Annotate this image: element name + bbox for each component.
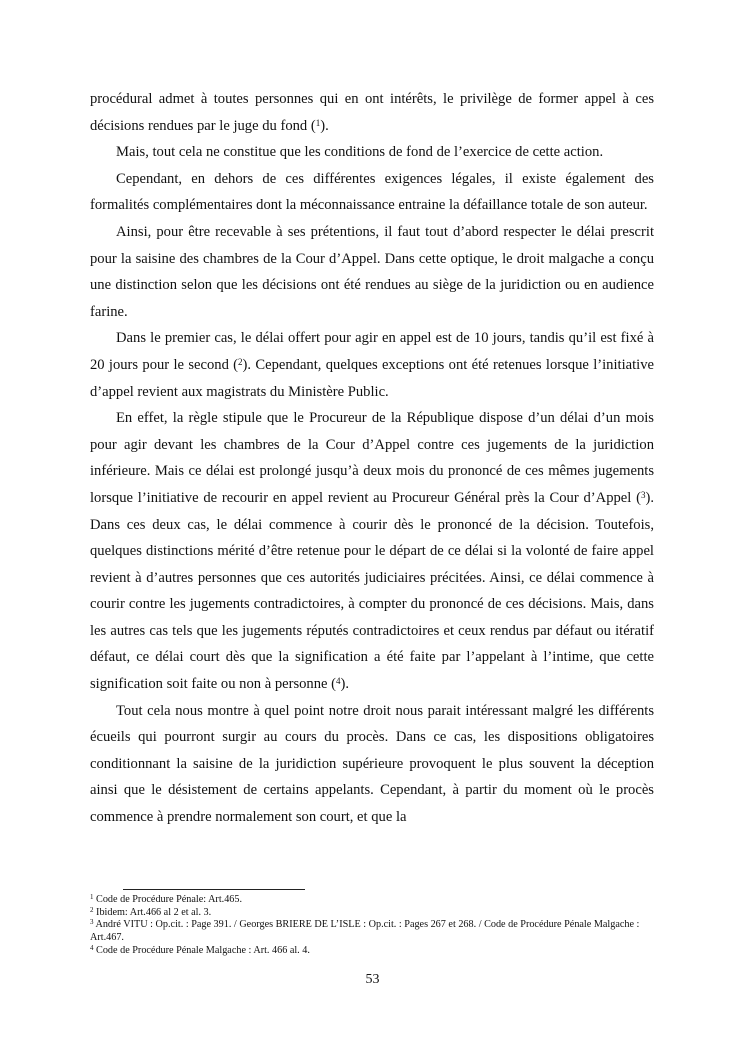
paragraph-4: [90, 219, 654, 325]
paragraph-6-text: En effet, la règle stipule que le Procureur de la République dispose d’un délai d’un mois pour agir devant les chambres de la Cour d’Appel contre ces jugements de la juridiction inférieure. Mais ce délai est prolongé jusqu’à deux mois du prononcé de ces mêmes jugements lorsque l’initiative de recourir en appel revient au Procureur Général près la Cour d’Appel (: [90, 410, 654, 506]
body-text: [90, 86, 654, 831]
footnote-number: 2: [90, 905, 94, 914]
paragraph-7-text: Tout cela nous montre à quel point notre droit nous parait intéressant malgré les différents écueils qui pourront surgir au cours du procès. Dans ce cas, les dispositions obligatoires conditionnant la saisine de la juridiction supérieure provoquent le plus souvent la déception ainsi que le désistement de certains appelants. Cependant, à partir du moment où le procès commence à prendre normalement son court, et que la: [90, 702, 654, 826]
paragraph-6: [90, 405, 654, 698]
paragraph-1: [90, 86, 654, 139]
paragraph-4-text: Ainsi, pour être recevable à ses prétentions, il faut tout d’abord respecter le délai prescrit pour la saisine des chambres de la Cour d’Appel. Dans cette optique, le droit malgache a conçu une distinction selon que les décisions ont été rendues au siège de la juridiction ou en audience farine.: [90, 223, 654, 320]
paragraph-5-text: Dans le premier cas, le délai offert pour agir en appel est de 10 jours, tandis qu’il est fixé à 20 jours pour le second (: [90, 330, 654, 373]
footnote-1: [90, 894, 654, 907]
footnote-text: Ibidem: Art.466 al 2 et al. 3.: [96, 906, 212, 918]
footnote-ref-1: 1: [315, 117, 321, 128]
footnote-ref-2: 2: [238, 356, 243, 367]
paragraph-1-text: procédural admet à toutes personnes qui en ont intérêts, le privilège de former appel à ces décisions rendues par le juge du fond (: [90, 91, 654, 134]
footnote-text: Code de Procédure Pénale Malgache : Art. 466 al. 4.: [96, 944, 310, 956]
paragraph-3: [90, 166, 654, 219]
page-number: 53: [365, 972, 380, 987]
paragraph-3-text: Cependant, en dehors de ces différentes exigences légales, il existe également des formalités complémentaires dont la méconnaissance entraine la défaillance totale de son auteur.: [90, 170, 654, 214]
footnote-number: 3: [90, 918, 94, 927]
paragraph-5: [90, 325, 654, 405]
paragraph-1-text-end: ).: [320, 117, 329, 134]
footnote-2: [90, 907, 654, 920]
footnote-4: [90, 945, 654, 958]
footnote-text: Code de Procédure Pénale: Art.465.: [96, 894, 243, 905]
paragraph-6-text-end: ).: [340, 676, 350, 693]
footnote-ref-3: 3: [640, 489, 646, 500]
footnotes: [90, 894, 654, 958]
footnote-ref-4: 4: [336, 676, 341, 687]
footnote-number: 1: [90, 893, 94, 901]
footnote-3: [90, 919, 654, 944]
paragraph-2: [90, 139, 654, 166]
footnote-number: 4: [90, 943, 94, 952]
paragraph-2-text: Mais, tout cela ne constitue que les conditions de fond de l’exercice de cette action.: [116, 144, 604, 161]
footnote-text: André VITU : Op.cit. : Page 391. / Georges BRIERE DE L’ISLE : Op.cit. : Pages 267 et 268. / Code de Procédure Pénale Malgache : Art.467.: [90, 919, 640, 944]
paragraph-6-text-middle: ). Dans ces deux cas, le délai commence à courir dès le prononcé de la décision. Toutefois, quelques distinctions mérité d’être retenue pour le départ de ce délai si la volonté de faire appel revient à d’autres personnes que ces autorités judiciaires précitées. Ainsi, ce délai commence à courir contre les jugements contradictoires, à compter du prononcé de ces décisions. Mais, dans les autres cas tels que les jugements réputés contradictoires et ceux rendus par défaut ou itératif défaut, ce délai court dès que la signification a été faite par l’appelant à l’intime, que cette signification soit faite ou non à personne (: [90, 489, 654, 693]
footnote-separator: [123, 889, 305, 890]
paragraph-7: [90, 698, 654, 831]
paragraph-5-text-end: ). Cependant, quelques exceptions ont été retenues lorsque l’initiative d’appel revient aux magistrats du Ministère Public.: [90, 356, 654, 400]
